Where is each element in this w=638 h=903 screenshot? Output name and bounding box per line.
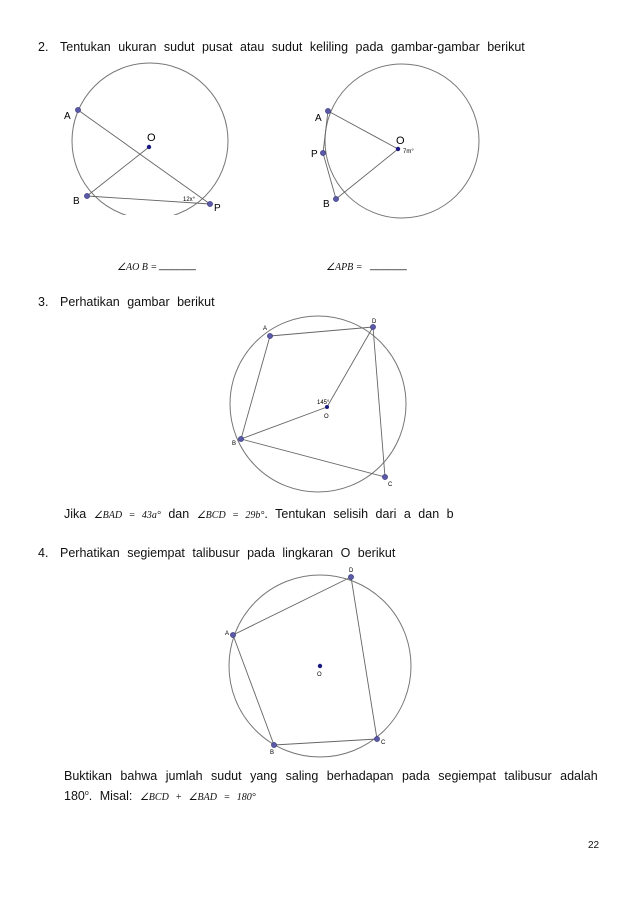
point-a <box>230 632 235 637</box>
q4-figure <box>222 563 417 758</box>
label-a: A <box>263 326 268 332</box>
answer-2-blank: ______ <box>370 259 407 271</box>
radius-oa <box>328 111 398 149</box>
radius-ob <box>241 407 327 439</box>
equation-bcd: ∠BCD = 29b° <box>196 510 265 521</box>
point-c <box>374 736 379 741</box>
point-a <box>325 108 330 113</box>
sentence-prefix: Jika <box>64 507 87 521</box>
sentence-mid: dan <box>168 507 190 521</box>
label-d: D <box>349 568 354 574</box>
line-2-mid: . Misal: <box>88 789 133 803</box>
question-4-text: Perhatikan segiempat talibusur pada lingkaran O berikut <box>60 546 396 560</box>
question-2-text: Tentukan ukuran sudut pusat atau sudut keliling pada gambar-gambar berikut <box>60 40 525 54</box>
label-b: B <box>232 441 237 447</box>
question-2-number: 2. <box>38 40 49 54</box>
label-a: A <box>64 111 71 122</box>
label-b: B <box>73 196 80 207</box>
radius-ob <box>87 147 149 196</box>
point-a <box>267 333 272 338</box>
label-a: A <box>315 113 322 124</box>
point-b <box>84 193 89 198</box>
degree-value: 180 <box>64 789 85 803</box>
question-3-text: Perhatikan gambar berikut <box>60 295 215 309</box>
angle-label: 7m° <box>403 149 414 155</box>
question-4-line-1: Buktikan bahwa jumlah sudut yang saling berhadapan pada segiempat talibusur adalah <box>64 769 598 783</box>
q3-figure <box>225 312 410 497</box>
equation-bad: ∠BAD = 43a° <box>93 510 161 521</box>
point-b <box>271 742 276 747</box>
answer-1-label: ∠AO B = <box>117 262 158 273</box>
answer-2-label: ∠APB = <box>326 262 363 273</box>
label-o: O <box>317 672 322 678</box>
label-b: B <box>270 750 275 756</box>
angle-label: 145° <box>317 400 330 406</box>
page-number: 22 <box>588 840 600 851</box>
question-4-line-2 <box>64 789 256 803</box>
answer-1-blank: ______ <box>159 259 196 271</box>
label-o: O <box>324 414 329 420</box>
label-p: P <box>311 149 318 160</box>
side-ba <box>241 336 270 439</box>
label-c: C <box>381 740 386 746</box>
question-3-sentence <box>64 507 454 521</box>
chord-ap <box>78 110 210 204</box>
label-p: P <box>214 203 221 214</box>
radius-od <box>327 327 373 407</box>
point-b <box>238 436 243 441</box>
point-b <box>333 196 338 201</box>
equation-sum: ∠BCD + ∠BAD = 180° <box>139 792 256 803</box>
side-cb <box>274 739 377 745</box>
point-c <box>382 474 387 479</box>
radius-ob <box>336 149 398 199</box>
label-b: B <box>323 199 330 210</box>
sentence-suffix: . Tentukan selisih dari a dan b <box>264 507 454 521</box>
question-3-number: 3. <box>38 295 49 309</box>
degree-sup: o <box>84 789 89 797</box>
side-cb <box>241 439 385 477</box>
point-p <box>320 150 325 155</box>
side-ad <box>233 577 351 635</box>
point-o <box>396 147 400 151</box>
side-ad <box>270 327 373 336</box>
angle-label: 12x° <box>183 197 196 203</box>
point-d <box>348 574 353 579</box>
question-4-number: 4. <box>38 546 49 560</box>
label-d: D <box>372 319 377 325</box>
label-c: C <box>388 482 393 488</box>
q2-figure-1 <box>50 55 250 215</box>
q2-figure-2 <box>310 55 490 220</box>
point-d <box>370 324 375 329</box>
point-p <box>207 201 212 206</box>
side-dc <box>351 577 377 739</box>
point-o <box>318 664 322 668</box>
label-a: A <box>225 631 230 637</box>
label-o: O <box>147 132 156 144</box>
chord-pb <box>323 153 336 199</box>
point-o <box>147 145 151 149</box>
label-o: O <box>396 135 405 147</box>
side-dc <box>373 327 385 477</box>
point-a <box>75 107 80 112</box>
